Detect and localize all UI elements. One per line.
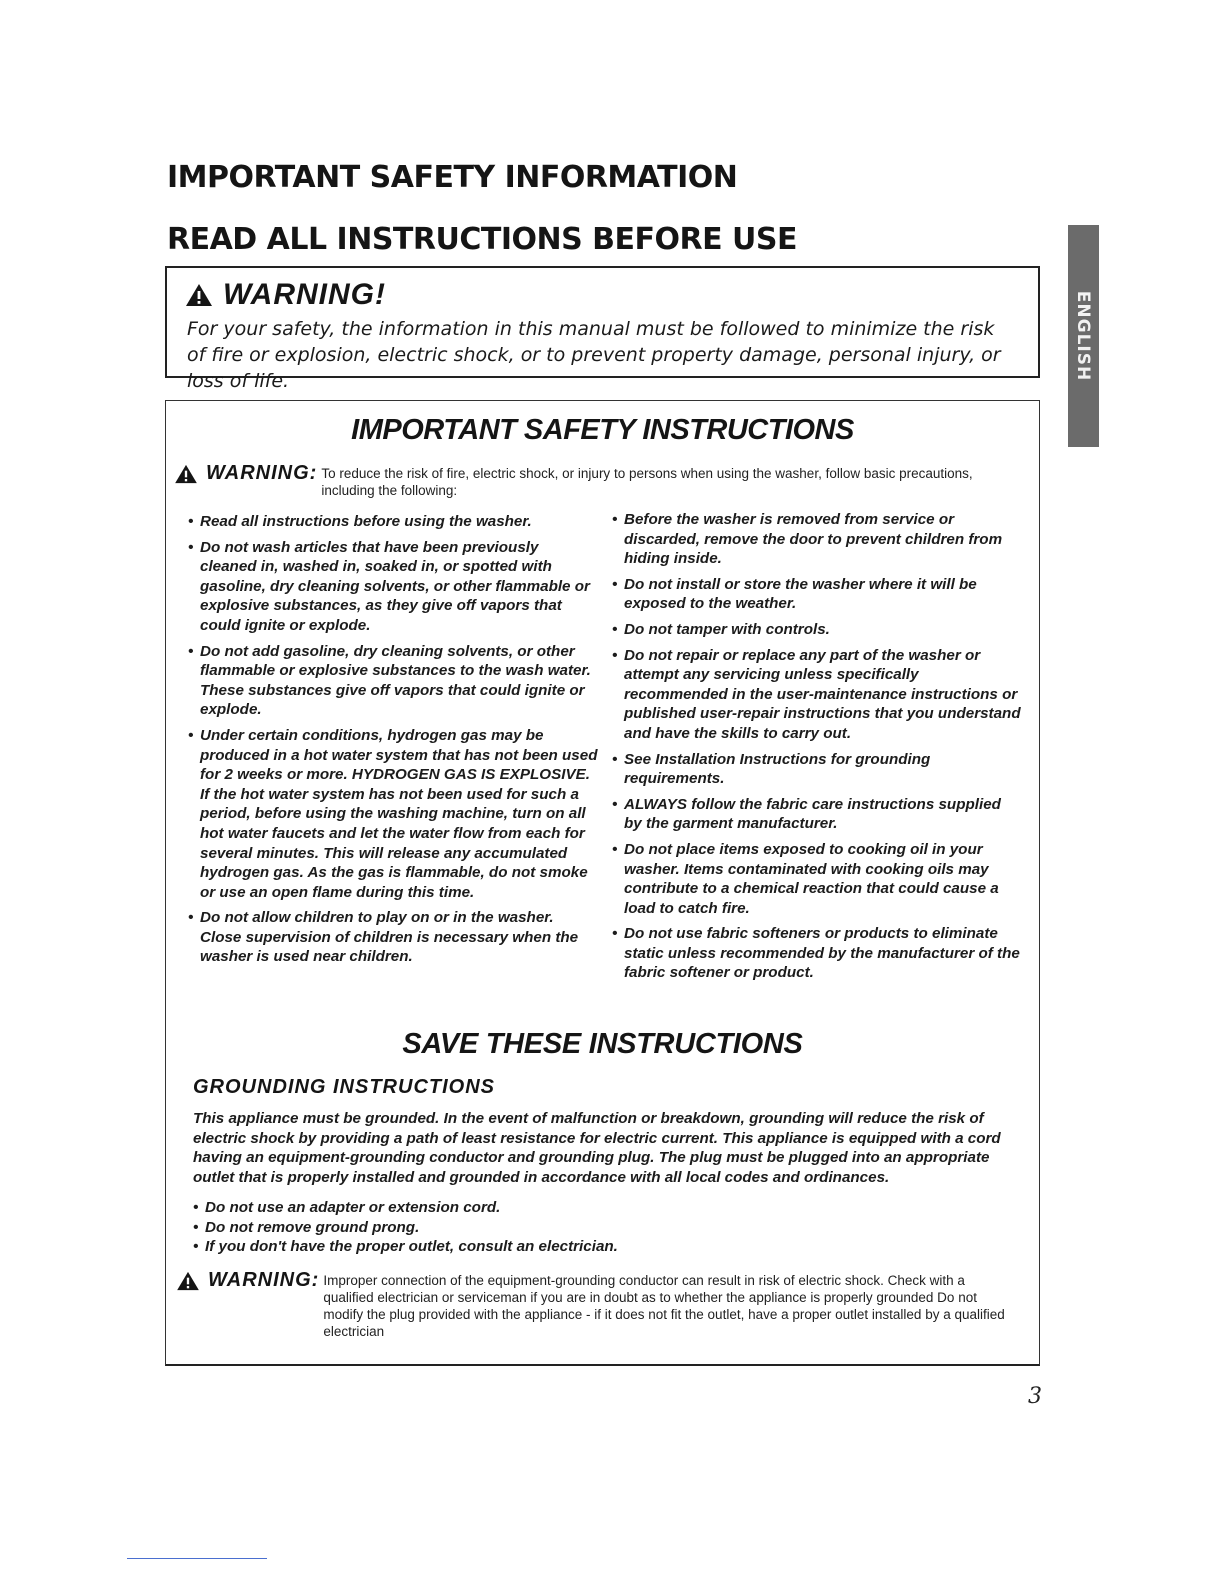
instructions-left-column bbox=[188, 512, 598, 973]
warning-triangle-icon bbox=[185, 283, 213, 307]
safety-warning-label: WARNING: bbox=[206, 462, 318, 484]
instructions-right-column bbox=[612, 510, 1022, 989]
grounding-title: GROUNDING INSTRUCTIONS bbox=[193, 1076, 495, 1098]
list-item: • Do not place items exposed to cooking oil in your washer. Items contaminated with cooking oils may contribute to a chemical reaction that could cause a load to catch fire. bbox=[612, 840, 1022, 918]
language-tab-label: ENGLISH bbox=[1073, 290, 1094, 382]
grounding-text-block bbox=[193, 1109, 1023, 1191]
list-item: • Do not remove ground prong. bbox=[193, 1218, 1023, 1238]
save-instructions-title: SAVE THESE INSTRUCTIONS bbox=[402, 1028, 803, 1060]
list-item: • Do not allow children to play on or in the washer. Close supervision of children is necessary when the washer is used near children. bbox=[188, 908, 598, 967]
list-item: • Read all instructions before using the washer. bbox=[188, 512, 598, 532]
warning-triangle-icon bbox=[174, 464, 198, 484]
warning-text: For your safety, the information in this manual must be followed to minimize the risk of fire or explosion, electric shock, or to prevent property damage, personal injury, or loss of life. bbox=[187, 318, 1001, 392]
list-item: • If you don't have the proper outlet, consult an electrician. bbox=[193, 1237, 1023, 1257]
list-item: • Do not install or store the washer where it will be exposed to the weather. bbox=[612, 575, 1022, 614]
list-item: • See Installation Instructions for grounding requirements. bbox=[612, 750, 1022, 789]
grounding-bullets bbox=[193, 1198, 1023, 1257]
list-item: • Under certain conditions, hydrogen gas may be produced in a hot water system that has not been used for 2 weeks or more. HYDROGEN GAS IS EXPLOSIVE. If the hot water system has not been used for such a period, before using the washing machine, turn on all hot water faucets and let the water flow from each for several minutes. This will release any accumulated hydrogen gas. As the gas is flammable, do not smoke or use an open flame during this time. bbox=[188, 726, 598, 902]
page-number: 3 bbox=[1028, 1384, 1042, 1409]
language-tab bbox=[1068, 225, 1099, 447]
safety-warning bbox=[174, 462, 1034, 499]
grounding-text: This appliance must be grounded. In the event of malfunction or breakdown, grounding will reduce the risk of electric shock by providing a path of least resistance for electric current. This appliance is equipped with a cord having an equipment-grounding conductor and grounding plug. The plug must be plugged into an appropriate outlet that is properly installed and grounded in accordance with all local codes and ordinances. bbox=[193, 1110, 1001, 1186]
grounding-warning-text: Improper connection of the equipment-grounding conductor can result in risk of electric shock. Check with a qualified electrician or serviceman if you are in doubt as to whether the appliance is properly grounded Do not modify the plug provided with the appliance - if it does not fit the outlet, have a proper outlet installed by a qualified electrician bbox=[323, 1273, 1005, 1339]
list-item: • Do not use fabric softeners or products to eliminate static unless recommended by the manufacturer of the fabric softener or product. bbox=[612, 924, 1022, 983]
footer-divider bbox=[127, 1558, 267, 1559]
safety-instructions-title: IMPORTANT SAFETY INSTRUCTIONS bbox=[351, 414, 854, 446]
list-item: • ALWAYS follow the fabric care instructions supplied by the garment manufacturer. bbox=[612, 795, 1022, 834]
list-item: • Do not use an adapter or extension cord. bbox=[193, 1198, 1023, 1218]
grounding-warning-label: WARNING: bbox=[208, 1269, 320, 1291]
page-subtitle: READ ALL INSTRUCTIONS BEFORE USE bbox=[167, 222, 798, 257]
warning-header bbox=[185, 278, 386, 312]
list-item: • Before the washer is removed from service or discarded, remove the door to prevent children from hiding inside. bbox=[612, 510, 1022, 569]
page-title: IMPORTANT SAFETY INFORMATION bbox=[167, 160, 738, 195]
warning-triangle-icon bbox=[176, 1271, 200, 1291]
safety-warning-text: To reduce the risk of fire, electric shock, or injury to persons when using the washer, follow basic precautions, including the following: bbox=[321, 466, 973, 498]
grounding-warning bbox=[176, 1269, 1036, 1340]
list-item: • Do not tamper with controls. bbox=[612, 620, 1022, 640]
list-item: • Do not repair or replace any part of the washer or attempt any servicing unless specifically recommended in the user-maintenance instructions or published user-repair instructions that you understand and have the skills to carry out. bbox=[612, 646, 1022, 744]
list-item: • Do not add gasoline, dry cleaning solvents, or other flammable or explosive substances to the wash water. These substances give off vapors that could ignite or explode. bbox=[188, 642, 598, 720]
warning-label: WARNING! bbox=[223, 278, 386, 311]
list-item: • Do not wash articles that have been previously cleaned in, washed in, soaked in, or spotted with gasoline, dry cleaning solvents, or other flammable or explosive substances, as they give off vapors that could ignite or explode. bbox=[188, 538, 598, 636]
